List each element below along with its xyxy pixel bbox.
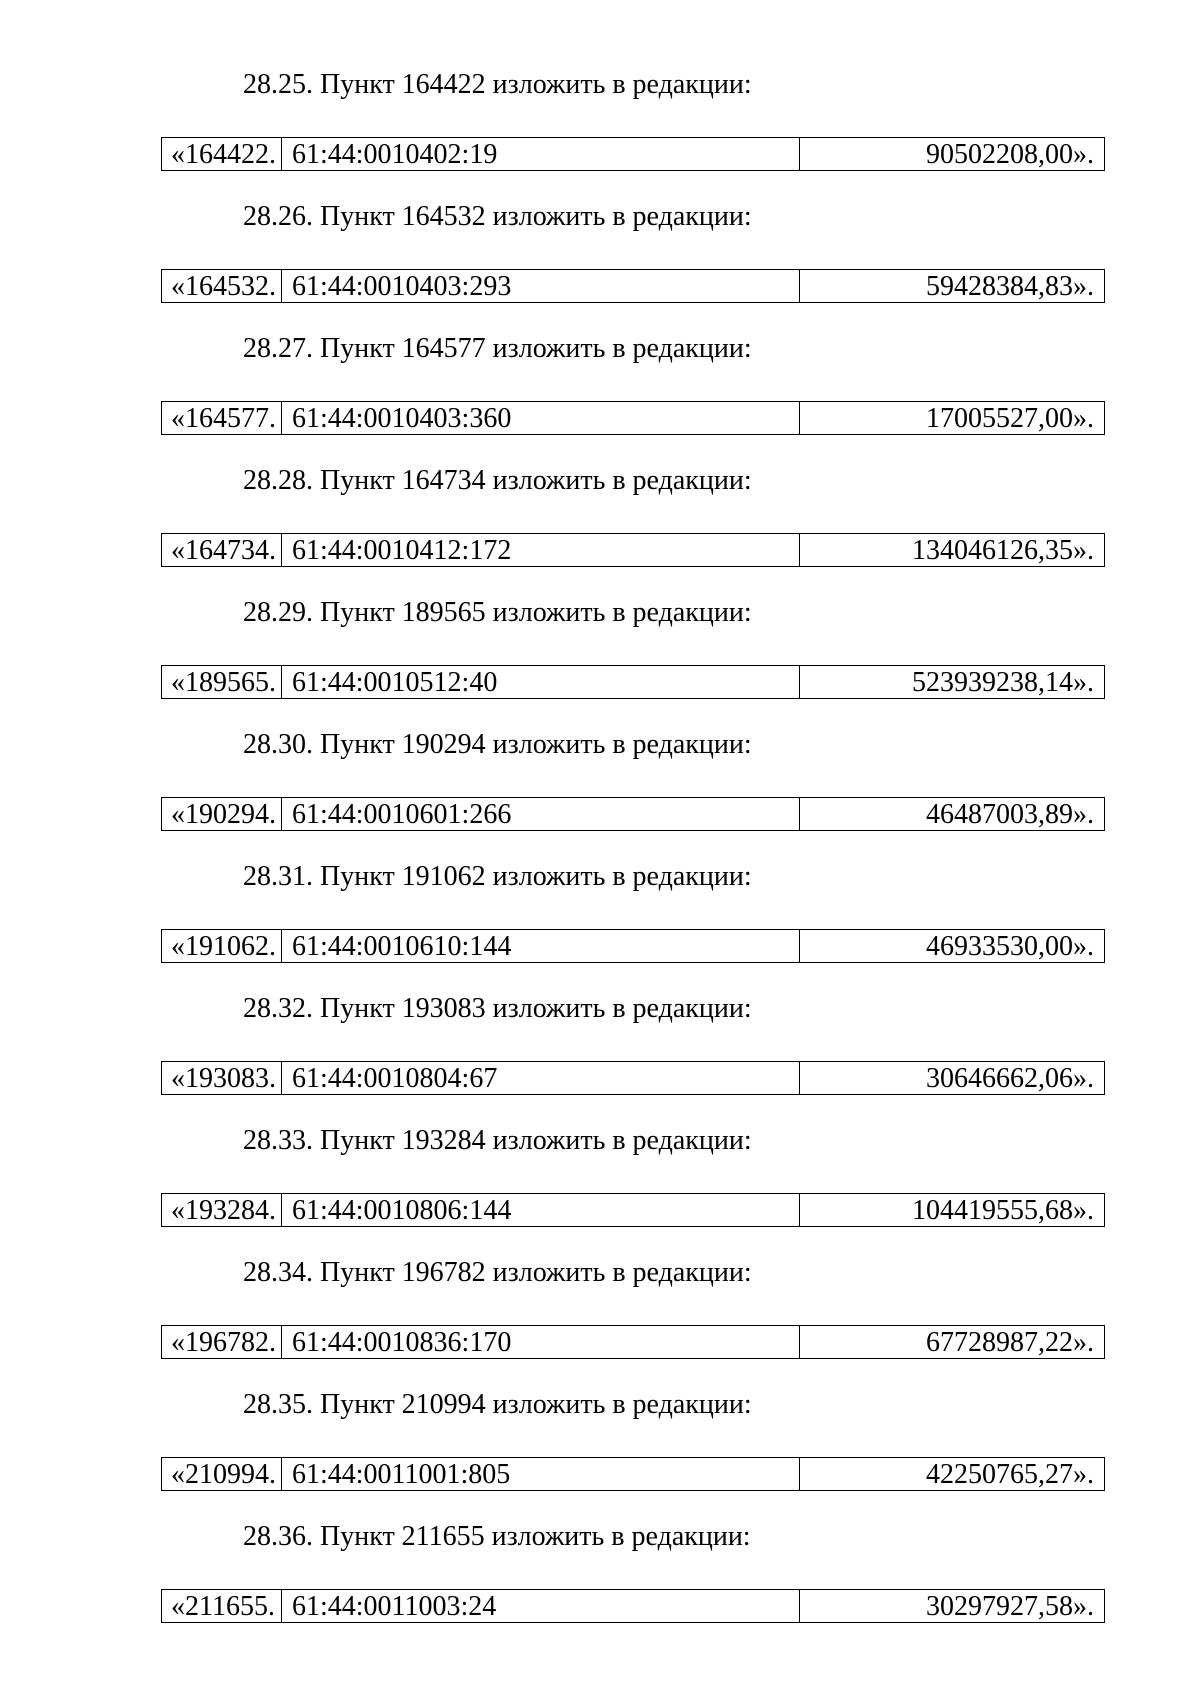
amendment-heading: 28.26. Пункт 164532 изложить в редакции: — [243, 201, 752, 232]
amendment-entry — [0, 528, 1200, 698]
cadastral-number-cell: 61:44:0010610:144 — [282, 930, 800, 963]
amendment-heading: 28.34. Пункт 196782 изложить в редакции: — [243, 1257, 752, 1288]
item-number-cell: «196782. — [162, 1326, 282, 1359]
cadastral-number-cell: 61:44:0010412:172 — [282, 534, 800, 567]
cadastral-number-cell: 61:44:0010836:170 — [282, 1326, 800, 1359]
item-number-cell: «190294. — [162, 798, 282, 831]
cadastral-number-cell: 61:44:0010403:293 — [282, 270, 800, 303]
item-number-cell: «164532. — [162, 270, 282, 303]
cadastral-number-cell: 61:44:0010402:19 — [282, 138, 800, 171]
amendment-heading: 28.29. Пункт 189565 изложить в редакции: — [243, 597, 752, 628]
cadastral-number-cell: 61:44:0010601:266 — [282, 798, 800, 831]
cadastral-value-cell: 104419555,68». — [800, 1194, 1105, 1227]
cadastral-value-cell: 46487003,89». — [800, 798, 1105, 831]
amendment-entry — [0, 1056, 1200, 1226]
table-row — [162, 1590, 1105, 1623]
item-number-cell: «210994. — [162, 1458, 282, 1491]
item-number-cell: «193083. — [162, 1062, 282, 1095]
cadastral-value-cell: 134046126,35». — [800, 534, 1105, 567]
amendment-entry — [0, 0, 1200, 170]
amendment-entry — [0, 264, 1200, 434]
amendment-entry — [0, 1452, 1200, 1622]
cadastral-value-cell: 67728987,22». — [800, 1326, 1105, 1359]
amendment-heading: 28.27. Пункт 164577 изложить в редакции: — [243, 333, 752, 364]
cadastral-number-cell: 61:44:0011003:24 — [282, 1590, 800, 1623]
amendment-table — [161, 1589, 1105, 1623]
item-number-cell: «193284. — [162, 1194, 282, 1227]
amendment-heading: 28.28. Пункт 164734 изложить в редакции: — [243, 465, 752, 496]
amendment-heading: 28.30. Пункт 190294 изложить в редакции: — [243, 729, 752, 760]
cadastral-number-cell: 61:44:0011001:805 — [282, 1458, 800, 1491]
amendment-heading: 28.32. Пункт 193083 изложить в редакции: — [243, 993, 752, 1024]
amendment-heading: 28.25. Пункт 164422 изложить в редакции: — [243, 69, 752, 100]
amendment-heading: 28.33. Пункт 193284 изложить в редакции: — [243, 1125, 752, 1156]
cadastral-value-cell: 59428384,83». — [800, 270, 1105, 303]
item-number-cell: «189565. — [162, 666, 282, 699]
cadastral-value-cell: 523939238,14». — [800, 666, 1105, 699]
amendment-entry — [0, 132, 1200, 302]
amendment-entry — [0, 1320, 1200, 1490]
item-number-cell: «191062. — [162, 930, 282, 963]
item-number-cell: «164577. — [162, 402, 282, 435]
cadastral-value-cell: 42250765,27». — [800, 1458, 1105, 1491]
cadastral-value-cell: 17005527,00». — [800, 402, 1105, 435]
cadastral-value-cell: 46933530,00». — [800, 930, 1105, 963]
amendment-entry — [0, 792, 1200, 962]
amendment-entry — [0, 396, 1200, 566]
amendment-entry — [0, 660, 1200, 830]
cadastral-number-cell: 61:44:0010512:40 — [282, 666, 800, 699]
cadastral-number-cell: 61:44:0010806:144 — [282, 1194, 800, 1227]
amendment-heading: 28.35. Пункт 210994 изложить в редакции: — [243, 1389, 752, 1420]
amendment-heading: 28.31. Пункт 191062 изложить в редакции: — [243, 861, 752, 892]
item-number-cell: «164734. — [162, 534, 282, 567]
amendment-entry — [0, 924, 1200, 1094]
cadastral-number-cell: 61:44:0010403:360 — [282, 402, 800, 435]
amendment-heading: 28.36. Пункт 211655 изложить в редакции: — [243, 1521, 751, 1552]
cadastral-value-cell: 90502208,00». — [800, 138, 1105, 171]
cadastral-value-cell: 30297927,58». — [800, 1590, 1105, 1623]
item-number-cell: «164422. — [162, 138, 282, 171]
cadastral-number-cell: 61:44:0010804:67 — [282, 1062, 800, 1095]
cadastral-value-cell: 30646662,06». — [800, 1062, 1105, 1095]
amendment-entry — [0, 1188, 1200, 1358]
item-number-cell: «211655. — [162, 1590, 282, 1623]
